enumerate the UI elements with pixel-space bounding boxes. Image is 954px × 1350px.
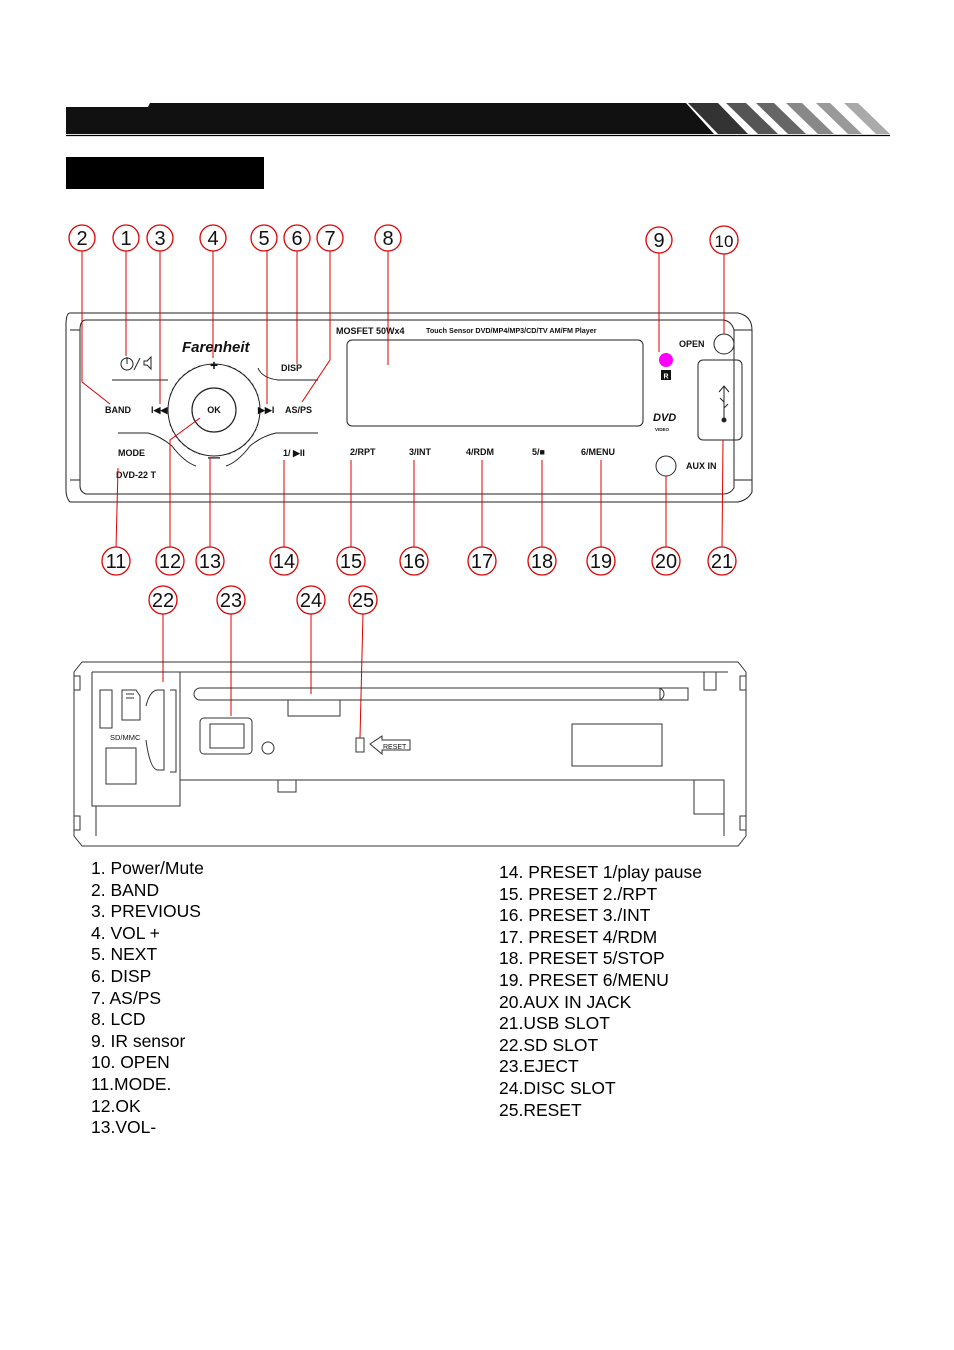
callout-9: 9 — [653, 230, 665, 252]
legend-item: 13.VOL- — [91, 1117, 157, 1138]
prev-label: I◀◀ — [151, 405, 168, 415]
legend-item: 4. VOL + — [91, 922, 160, 943]
ok-label: OK — [207, 405, 221, 415]
legend-item: 20.AUX IN JACK — [499, 991, 632, 1012]
callout-12: 12 — [158, 551, 182, 573]
legend-item: 2. BAND — [91, 879, 160, 900]
disp-label: DISP — [281, 363, 303, 373]
callout-15: 15 — [339, 551, 363, 573]
preset4-label: 4/RDM — [466, 447, 495, 457]
preset5-label: 5/■ — [532, 447, 545, 457]
legend-item: 19. PRESET 6/MENU — [499, 969, 669, 990]
band-label: BAND — [105, 405, 131, 415]
callout-2: 2 — [76, 228, 88, 250]
preset3-label: 3/INT — [409, 447, 432, 457]
legend-item: 15. PRESET 2./RPT — [499, 883, 658, 904]
vol-plus-mark: + — [209, 357, 219, 373]
legend-item: 17. PRESET 4/RDM — [499, 926, 658, 947]
open-label: OPEN — [679, 339, 705, 349]
preset6-label: 6/MENU — [581, 447, 616, 457]
callout-4: 4 — [207, 228, 219, 250]
legend-item: 25.RESET — [499, 1099, 582, 1120]
callout-22: 22 — [151, 590, 175, 612]
callout-3: 3 — [154, 228, 166, 250]
dvd-video-sub: VIDEO — [655, 427, 670, 432]
callout-18: 18 — [530, 551, 554, 573]
next-label: ▶▶I — [258, 405, 275, 415]
callout-20: 20 — [654, 551, 678, 573]
callout-17: 17 — [470, 551, 494, 573]
callout-19: 19 — [589, 551, 613, 573]
player-description: Touch Sensor DVD/MP4/MP3/CD/TV AM/FM Player — [426, 326, 597, 335]
sd-mmc-label: SD/MMC — [110, 733, 141, 742]
legend-item: 10. OPEN — [91, 1052, 170, 1073]
callout-16: 16 — [402, 551, 426, 573]
preset2-label: 2/RPT — [350, 447, 376, 457]
legend-item: 16. PRESET 3./INT — [499, 905, 651, 926]
legend-item: 24.DISC SLOT — [499, 1077, 616, 1098]
callout-24: 24 — [299, 590, 323, 612]
legend-item: 12.OK — [91, 1095, 141, 1116]
callout-13: 13 — [198, 551, 222, 573]
legend-left-column — [91, 858, 204, 1139]
mode-label: MODE — [118, 448, 145, 458]
legend-item: 23.EJECT — [499, 1056, 579, 1077]
legend-item: 9. IR sensor — [91, 1030, 186, 1051]
legend-item: 6. DISP — [91, 965, 152, 986]
model-spec: MOSFET 50Wx4 — [336, 326, 405, 336]
legend-item: 7. AS/PS — [91, 987, 162, 1008]
reset-label: RESET — [383, 744, 407, 751]
callout-14: 14 — [272, 551, 296, 573]
callout-7: 7 — [324, 228, 336, 250]
callout-5: 5 — [258, 228, 270, 250]
legend-item: 14. PRESET 1/play pause — [499, 862, 702, 882]
preset1-label: 1/ ▶II — [283, 448, 305, 458]
legend-item: 11.MODE. — [91, 1073, 172, 1094]
legend-item: 22.SD SLOT — [499, 1034, 599, 1055]
callout-25: 25 — [351, 590, 375, 612]
legend-item: 5. NEXT — [91, 944, 158, 965]
legend-item: 21.USB SLOT — [499, 1013, 610, 1034]
ir-sensor-dot — [659, 353, 673, 367]
callout-11: 11 — [105, 551, 127, 573]
callout-10: 10 — [714, 232, 734, 251]
callout-6: 6 — [291, 228, 303, 250]
vol-minus-mark: — — [208, 450, 220, 464]
brand-logo: Farenheit — [182, 339, 250, 356]
legend-item: 3. PREVIOUS — [91, 901, 201, 922]
callout-23: 23 — [219, 590, 243, 612]
aux-in-label: AUX IN — [686, 461, 717, 471]
ir-mark: R — [663, 373, 669, 381]
legend-item: 1. Power/Mute — [91, 858, 204, 878]
legend-item: 8. LCD — [91, 1009, 146, 1030]
legend-item: 18. PRESET 5/STOP — [499, 948, 665, 969]
as-ps-label: AS/PS — [285, 405, 313, 415]
callout-8: 8 — [382, 228, 394, 250]
model-label: DVD-22 T — [116, 470, 157, 480]
legend-right-column — [499, 862, 702, 1121]
callout-1: 1 — [120, 228, 132, 250]
callout-21: 21 — [710, 551, 734, 573]
dvd-logo: DVD — [653, 412, 677, 424]
